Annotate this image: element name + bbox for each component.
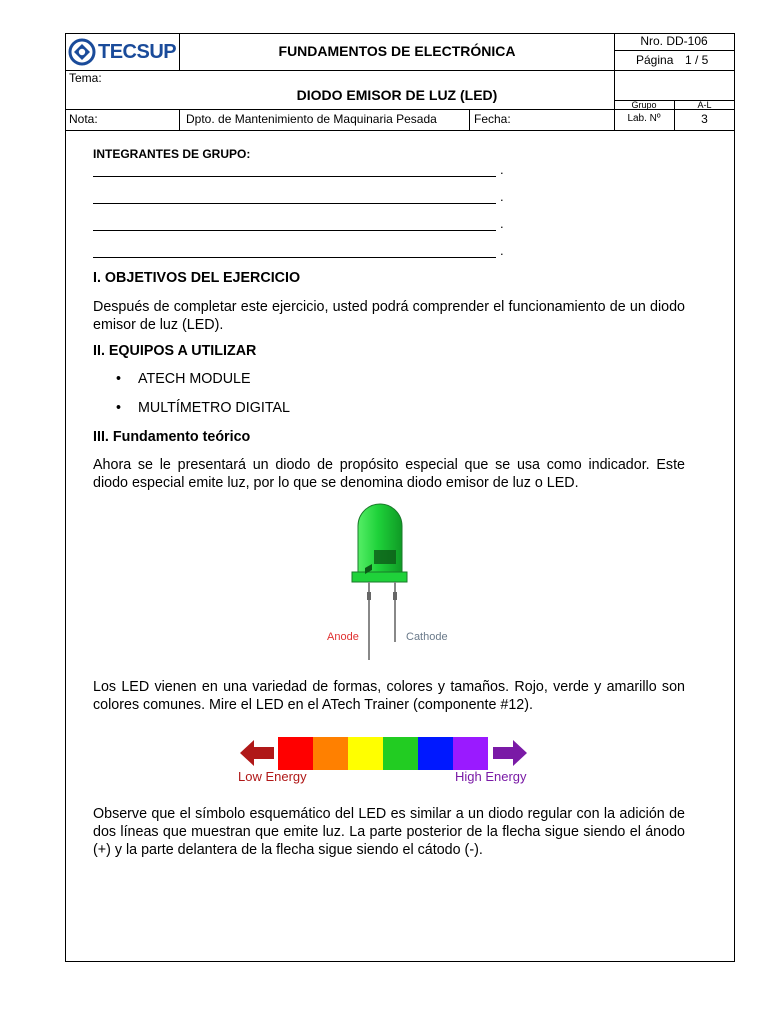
cathode-lead <box>394 582 396 642</box>
doc-number: Nro. DD-106 <box>640 34 708 48</box>
member-line-2[interactable] <box>93 203 496 204</box>
section-3-title: III. Fundamento teórico <box>93 429 251 445</box>
section-3-paragraph-1: Ahora se le presentará un diodo de propósito especial que se usa como indicador. Este diodo especial emite luz, por lo que se denomina diodo emisor de luz o LED. <box>93 457 685 491</box>
spectrum-yellow <box>348 737 383 770</box>
low-energy-arrow-icon <box>240 740 274 766</box>
low-energy-label: Low Energy <box>238 769 307 784</box>
spectrum-orange <box>313 737 348 770</box>
tecsup-logo <box>68 38 176 66</box>
page-value: 1 / 5 <box>685 53 709 67</box>
nota-label: Nota: <box>69 112 98 126</box>
bullet-icon: • <box>116 371 122 387</box>
member-line-1[interactable] <box>93 176 496 177</box>
member-line-4[interactable] <box>93 257 496 258</box>
equipment-label: MULTÍMETRO DIGITAL <box>138 400 290 416</box>
spectrum-green <box>383 737 418 770</box>
high-energy-label: High Energy <box>455 769 527 784</box>
member-dot-3: . <box>500 216 504 231</box>
grupo-label: Grupo <box>631 100 657 110</box>
page-label: Página <box>636 53 674 67</box>
spectrum-violet <box>453 737 488 770</box>
header-nota-divider <box>179 109 180 130</box>
anode-label: Anode <box>327 631 359 643</box>
tecsup-logo-icon <box>68 38 98 66</box>
bullet-icon: • <box>116 400 122 416</box>
fecha-label: Fecha: <box>474 112 511 126</box>
grupo-value: A-L <box>697 100 712 110</box>
lab-label: Lab. Nº <box>627 113 661 124</box>
section-2-title: II. EQUIPOS A UTILIZAR <box>93 343 257 359</box>
member-dot-4: . <box>500 243 504 258</box>
spectrum-red <box>278 737 313 770</box>
led-rim <box>352 572 407 582</box>
high-energy-arrow-icon <box>493 740 527 766</box>
member-dot-1: . <box>500 162 504 177</box>
header-row-divider-1 <box>65 70 734 71</box>
equipment-item-1 <box>116 371 251 387</box>
header-fecha-divider <box>469 109 470 130</box>
led-figure <box>320 502 460 662</box>
section-1-text: Después de completar este ejercicio, usted podrá comprender el funcionamiento de un diodo emisor de luz (LED). <box>93 299 685 333</box>
topic-title: DIODO EMISOR DE LUZ (LED) <box>296 87 498 103</box>
tema-label: Tema: <box>69 71 102 85</box>
equipment-label: ATECH MODULE <box>138 371 251 387</box>
header-right-divider-1 <box>614 50 734 51</box>
members-title: INTEGRANTES DE GRUPO: <box>93 147 251 161</box>
member-dot-2: . <box>500 189 504 204</box>
member-line-3[interactable] <box>93 230 496 231</box>
course-title: FUNDAMENTOS DE ELECTRÓNICA <box>278 43 516 59</box>
logo-text: TECSUP <box>98 41 177 63</box>
led-die <box>374 550 396 564</box>
lab-value: 3 <box>701 112 708 126</box>
cathode-label: Cathode <box>406 631 448 643</box>
section-1-title: I. OBJETIVOS DEL EJERCICIO <box>93 270 301 286</box>
equipment-item-2 <box>116 400 290 416</box>
section-3-paragraph-2: Los LED vienen en una variedad de formas, colores y tamaños. Rojo, verde y amarillo son colores comunes. Mire el LED en el ATech Trainer (componente #12). <box>93 679 685 713</box>
section-3-paragraph-3: Observe que el símbolo esquemático del LED es similar a un diodo regular con la adición de dos líneas que muestran que emite luz. La parte posterior de la flecha sigue siendo el ánodo (+) y la parte delantera de la flecha sigue siendo el cátodo (-). <box>93 806 685 858</box>
department: Dpto. de Mantenimiento de Maquinaria Pesada <box>186 112 437 126</box>
spectrum-blue <box>418 737 453 770</box>
